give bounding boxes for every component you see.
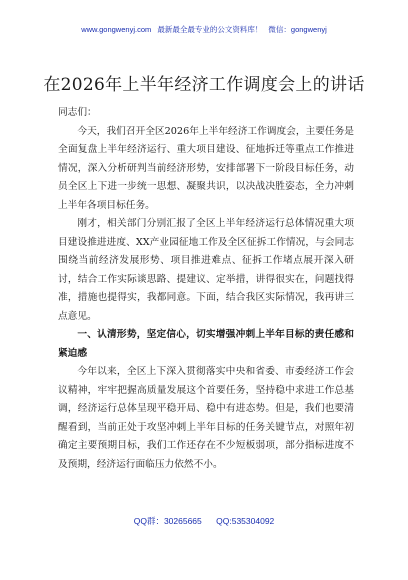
paragraph-opening: 今天，我们召开全区2026年上半年经济工作调度会，主要任务是全面复盘上半年经济运行、重大项目建设、征地拆迁等重点工作推进情况，深入分析研判当前经济形势，安排部署下一阶段目标任务，动员全区上下进一步统一思想、凝聚共识，以决战决胜姿态，全力冲刺上半年各项目标任务。 — [58, 125, 354, 211]
header-wechat: 微信：gongwenyj — [268, 25, 327, 34]
footer-qq-group: QQ群：30265665 — [133, 516, 202, 526]
section-heading-1: 一、认清形势，坚定信心，切实增强冲刺上半年目标的责任感和紧迫感 — [58, 329, 354, 359]
footer-qq: QQ:535304092 — [216, 516, 275, 526]
document-body — [58, 104, 354, 474]
header-slogan: 最新最全最专业的公文资料库！ — [157, 25, 263, 34]
salutation: 同志们： — [58, 107, 97, 118]
document-title: 在2026年上半年经济工作调度会上的讲话 — [43, 75, 365, 95]
header-site-link[interactable]: www.gongwenyj.com — [81, 25, 152, 34]
page-footer — [0, 515, 408, 527]
paragraph-section-1: 今年以来，全区上下深入贯彻落实中央和省委、市委经济工作会议精神，牢牢把握高质量发展这个首要任务，坚持稳中求进工作总基调，经济运行总体呈现平稳开局、稳中有进态势。但是，我们也要清醒看到，当前正处于攻坚冲刺上半年目标的任务关键节点，对照年初确定主要预期目标，我们工作还存在不少短板弱项，部分指标进度不及预期，经济运行面临压力依然不小。 — [58, 366, 354, 470]
page-header — [0, 24, 408, 35]
paragraph-summary: 刚才，相关部门分别汇报了全区上半年经济运行总体情况重大项目建设推进进度、XX产业园征地工作及全区征拆工作情况，与会同志围绕当前经济发展形势、项目推进难点、征拆工作堵点展开深入研讨，结合工作实际谈思路、提建议、定举措，讲得很实在，问题找得准，措施也提得实，我都同意。下面，结合我区实际情况，我再讲三点意见。 — [58, 218, 354, 322]
